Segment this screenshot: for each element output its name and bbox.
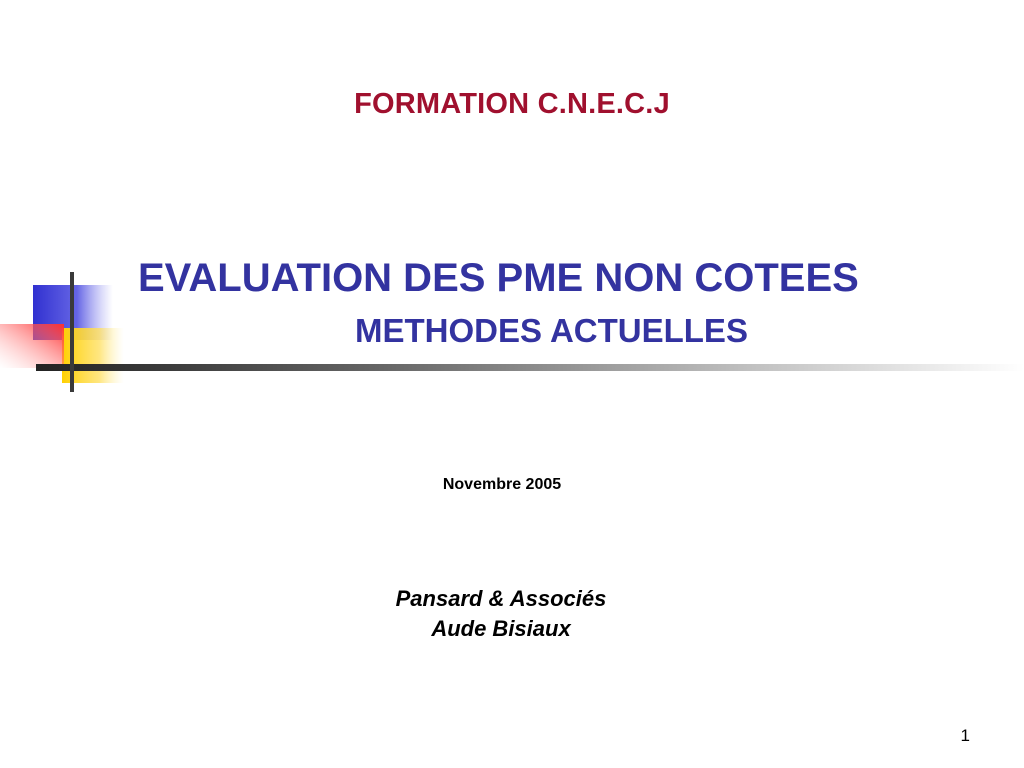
deco-vertical-line [70, 272, 74, 392]
author-firm: Pansard & Associés [395, 586, 607, 611]
slide-subtitle: METHODES ACTUELLES [355, 312, 748, 349]
page-number: 1 [960, 726, 970, 745]
deco-horizontal-line [36, 364, 1024, 371]
slide-main-title: EVALUATION DES PME NON COTEES [138, 256, 859, 300]
deco-red-square [0, 324, 64, 368]
slide-authors [0, 584, 1002, 644]
slide-date: Novembre 2005 [442, 476, 562, 493]
author-name: Aude Bisiaux [431, 616, 571, 641]
slide-header-title: FORMATION C.N.E.C.J [354, 88, 670, 120]
